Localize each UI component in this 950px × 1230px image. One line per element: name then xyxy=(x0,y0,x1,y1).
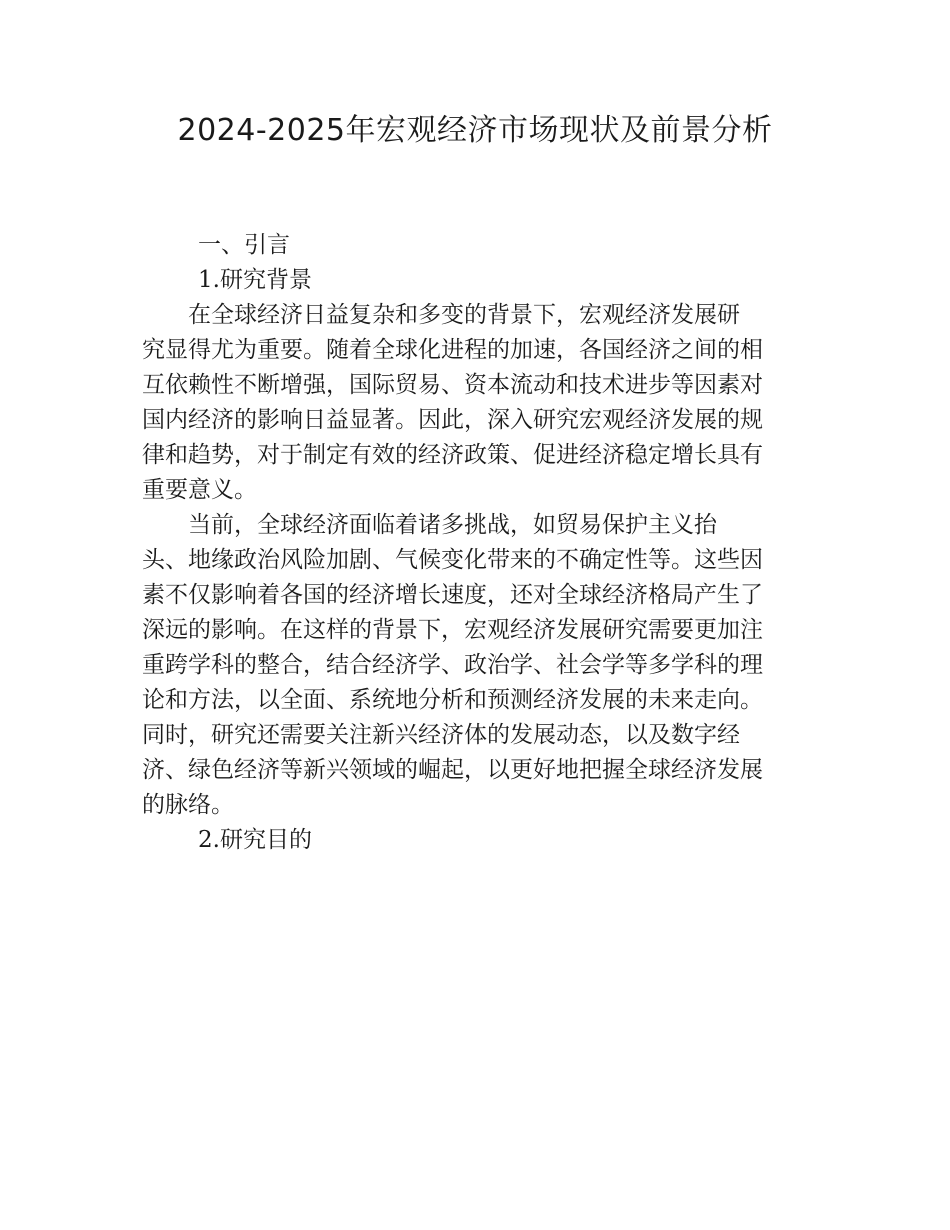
paragraph-line: 深远的影响。在这样的背景下，宏观经济发展研究需要更加注 xyxy=(142,617,763,643)
document-body xyxy=(142,228,814,858)
paragraph-background-2 xyxy=(142,508,814,823)
paragraph-background-1 xyxy=(142,298,814,508)
paragraph-line: 律和趋势，对于制定有效的经济政策、促进经济稳定增长具有 xyxy=(142,442,763,468)
paragraph-line: 重要意义。 xyxy=(142,477,257,503)
paragraph-line: 头、地缘政治风险加剧、气候变化带来的不确定性等。这些因 xyxy=(142,547,763,573)
paragraph-line: 素不仅影响着各国的经济增长速度，还对全球经济格局产生了 xyxy=(142,582,763,608)
paragraph-line: 的脉络。 xyxy=(142,792,234,818)
paragraph-line: 互依赖性不断增强，国际贸易、资本流动和技术进步等因素对 xyxy=(142,372,763,398)
document-title: 2024-2025年宏观经济市场现状及前景分析 xyxy=(177,113,773,148)
paragraph-line: 论和方法，以全面、系统地分析和预测经济发展的未来走向。 xyxy=(142,687,763,713)
paragraph-line: 在全球经济日益复杂和多变的背景下，宏观经济发展研 xyxy=(188,302,740,328)
subsection-heading-background: 1.研究背景 xyxy=(198,267,312,293)
section-heading-introduction: 一、引言 xyxy=(198,232,290,258)
paragraph-line: 国内经济的影响日益显著。因此，深入研究宏观经济发展的规 xyxy=(142,407,763,433)
paragraph-line: 济、绿色经济等新兴领域的崛起，以更好地把握全球经济发展 xyxy=(142,757,763,783)
subsection-heading-purpose: 2.研究目的 xyxy=(198,827,312,853)
paragraph-line: 同时，研究还需要关注新兴经济体的发展动态，以及数字经 xyxy=(142,722,740,748)
paragraph-line: 当前，全球经济面临着诸多挑战，如贸易保护主义抬 xyxy=(188,512,717,538)
paragraph-line: 重跨学科的整合，结合经济学、政治学、社会学等多学科的理 xyxy=(142,652,763,678)
paragraph-line: 究显得尤为重要。随着全球化进程的加速，各国经济之间的相 xyxy=(142,337,763,363)
